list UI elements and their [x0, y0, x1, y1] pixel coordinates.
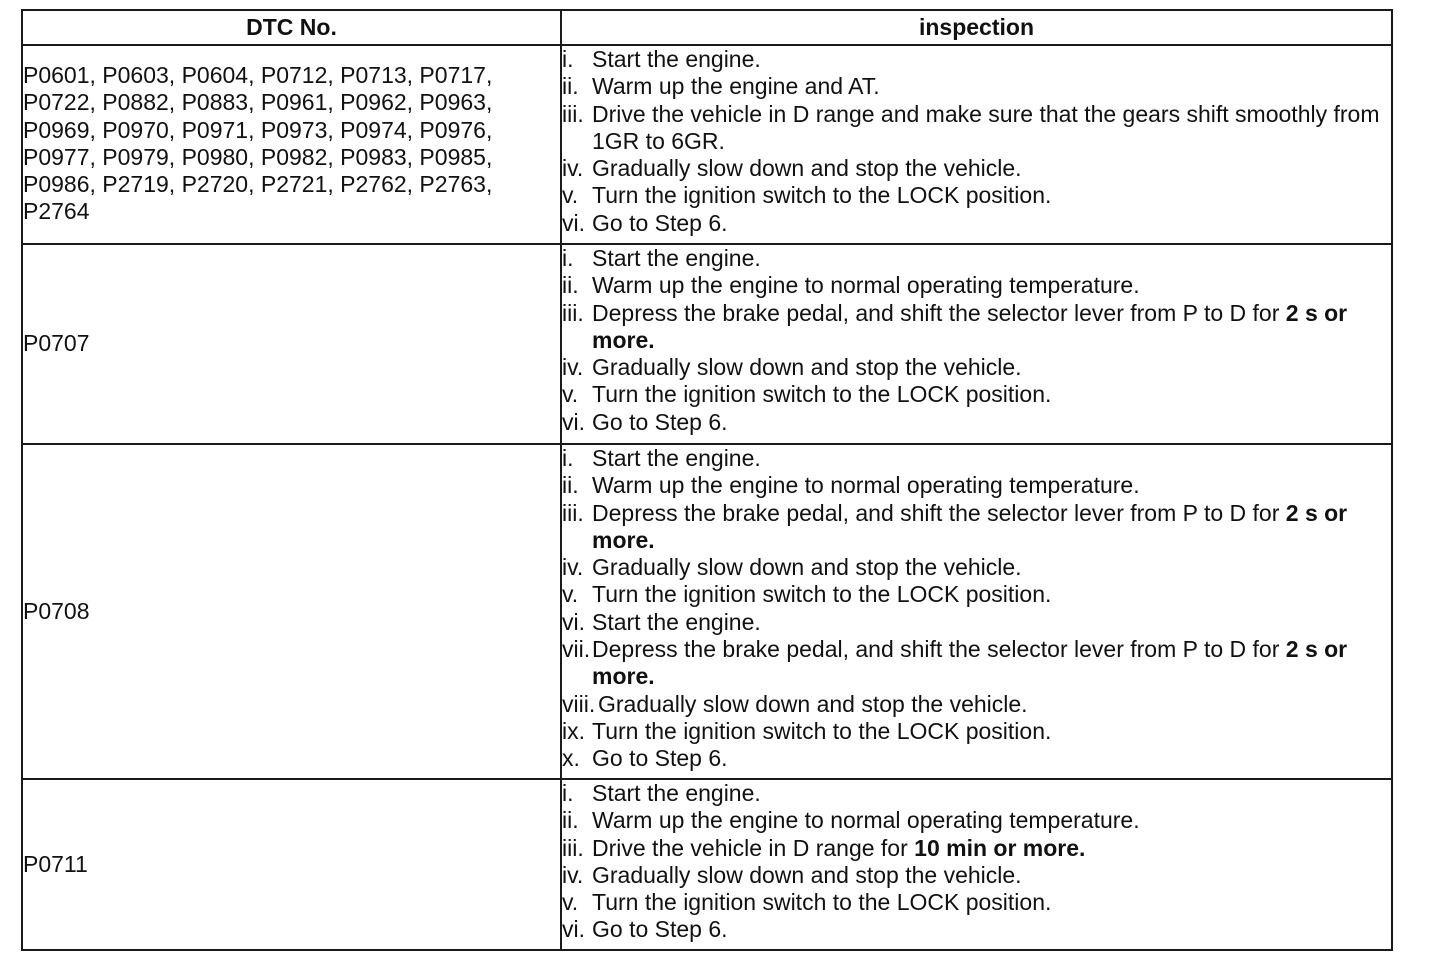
- step-text: Go to Step 6.: [592, 916, 728, 943]
- step-number: v.: [562, 381, 579, 408]
- step-text: Depress the brake pedal, and shift the selector lever from P to D for: [592, 499, 1280, 526]
- step-list: [562, 780, 1391, 944]
- step-number: iv.: [562, 861, 584, 888]
- step-number: iii.: [562, 100, 584, 127]
- inspection-steps-cell: [561, 244, 1392, 444]
- step-text: Turn the ignition switch to the LOCK position.: [592, 581, 1052, 608]
- step-item: [562, 835, 1391, 862]
- step-number: iii.: [562, 834, 584, 861]
- step-item: [562, 862, 1391, 889]
- dtc-codes-cell: P0601, P0603, P0604, P0712, P0713, P0717, P0722, P0882, P0883, P0961, P0962, P0963, P0969, P0970, P0971, P0973, P0974, P0976, P0977, P0979, P0980, P0982, P0983, P0985, P0986, P2719, P2720, P2721, P2762, P2763, P2764: [22, 45, 561, 244]
- step-number: i.: [562, 445, 574, 471]
- step-number: ii.: [562, 807, 579, 834]
- step-item: [562, 609, 1391, 636]
- header-inspection: inspection: [561, 10, 1392, 45]
- step-list: [562, 46, 1391, 237]
- step-text: Start the engine.: [592, 608, 761, 635]
- step-item: [562, 581, 1391, 608]
- step-item: [562, 718, 1391, 745]
- step-item: [562, 272, 1391, 299]
- dtc-code-cell: P0711: [22, 779, 561, 950]
- step-bold-text: 2 s or more.: [592, 499, 1348, 553]
- step-item: [562, 691, 1391, 718]
- step-text: Warm up the engine to normal operating temperature.: [592, 807, 1140, 834]
- step-item: [562, 889, 1391, 916]
- dtc-code-cell: P0708: [22, 444, 561, 779]
- step-item: [562, 472, 1391, 499]
- step-number: v.: [562, 581, 579, 608]
- step-number: vi.: [562, 608, 585, 635]
- table-row: [22, 45, 1392, 244]
- step-text: Gradually slow down and stop the vehicle.: [592, 155, 1022, 182]
- step-item: [562, 636, 1391, 691]
- step-item: [562, 916, 1391, 943]
- step-number: vi.: [562, 916, 585, 943]
- step-item: [562, 409, 1391, 436]
- step-number: vi.: [562, 408, 585, 435]
- header-row: [22, 10, 1392, 45]
- step-text: Start the engine.: [592, 445, 761, 471]
- step-item: [562, 745, 1391, 772]
- step-text: Go to Step 6.: [592, 209, 728, 236]
- inspection-steps-cell: [561, 45, 1392, 244]
- step-item: [562, 73, 1391, 100]
- step-text: Turn the ignition switch to the LOCK position.: [592, 717, 1052, 744]
- step-number: ii.: [562, 73, 579, 100]
- table-row: [22, 244, 1392, 444]
- step-item: [562, 245, 1391, 272]
- step-text: Drive the vehicle in D range and make sure that the gears shift smoothly from 1GR to 6GR.: [592, 100, 1380, 154]
- step-text: Drive the vehicle in D range for: [592, 834, 908, 861]
- step-number: vii.: [562, 636, 591, 663]
- step-number: i.: [562, 245, 574, 271]
- step-number: iv.: [562, 155, 584, 182]
- inspection-steps-cell: [561, 779, 1392, 950]
- step-item: [562, 807, 1391, 834]
- step-text: Go to Step 6.: [592, 408, 728, 435]
- step-list: [562, 445, 1391, 773]
- step-item: [562, 46, 1391, 73]
- inspection-steps-cell: [561, 444, 1392, 779]
- table-row: [22, 444, 1392, 779]
- table-row: [22, 779, 1392, 950]
- dtc-code-cell: P0707: [22, 244, 561, 444]
- dtc-inspection-table: [21, 9, 1393, 951]
- step-number: ii.: [562, 272, 579, 299]
- step-bold-text: 2 s or more.: [592, 636, 1348, 690]
- step-text: Gradually slow down and stop the vehicle.: [592, 354, 1022, 381]
- step-text: Start the engine.: [592, 245, 761, 271]
- step-number: iii.: [562, 299, 584, 326]
- step-item: [562, 300, 1391, 355]
- step-number: iv.: [562, 554, 584, 581]
- step-text: Go to Step 6.: [592, 745, 728, 772]
- step-number: i.: [562, 780, 574, 806]
- step-text: Gradually slow down and stop the vehicle.: [598, 690, 1028, 717]
- step-number: ix.: [562, 717, 585, 744]
- step-text: Gradually slow down and stop the vehicle.: [592, 554, 1022, 581]
- step-item: [562, 101, 1391, 156]
- step-text: Turn the ignition switch to the LOCK position.: [592, 381, 1052, 408]
- step-item: [562, 445, 1391, 472]
- step-text: Depress the brake pedal, and shift the selector lever from P to D for: [592, 636, 1280, 663]
- step-number: x.: [562, 745, 580, 772]
- step-item: [562, 381, 1391, 408]
- step-number: v.: [562, 889, 579, 916]
- step-text: Warm up the engine and AT.: [592, 73, 880, 100]
- step-text: Turn the ignition switch to the LOCK position.: [592, 889, 1052, 916]
- step-text: Turn the ignition switch to the LOCK position.: [592, 182, 1052, 209]
- step-number: i.: [562, 46, 574, 72]
- step-number: vi.: [562, 209, 585, 236]
- step-item: [562, 354, 1391, 381]
- step-item: [562, 780, 1391, 807]
- header-dtc-no: DTC No.: [22, 10, 561, 45]
- step-text: Warm up the engine to normal operating temperature.: [592, 272, 1140, 299]
- step-item: [562, 210, 1391, 237]
- step-number: iv.: [562, 354, 584, 381]
- step-text: Gradually slow down and stop the vehicle.: [592, 861, 1022, 888]
- step-bold-text: 2 s or more.: [592, 299, 1348, 353]
- step-number: v.: [562, 182, 579, 209]
- step-text: Depress the brake pedal, and shift the selector lever from P to D for: [592, 299, 1280, 326]
- step-text: Start the engine.: [592, 780, 761, 806]
- step-item: [562, 155, 1391, 182]
- step-text: Start the engine.: [592, 46, 761, 72]
- step-text: Warm up the engine to normal operating temperature.: [592, 472, 1140, 499]
- step-item: [562, 500, 1391, 555]
- step-list: [562, 245, 1391, 436]
- step-number: viii.: [562, 690, 596, 717]
- step-bold-text: 10 min or more.: [914, 834, 1086, 861]
- step-number: ii.: [562, 472, 579, 499]
- step-number: iii.: [562, 499, 584, 526]
- step-item: [562, 554, 1391, 581]
- step-item: [562, 182, 1391, 209]
